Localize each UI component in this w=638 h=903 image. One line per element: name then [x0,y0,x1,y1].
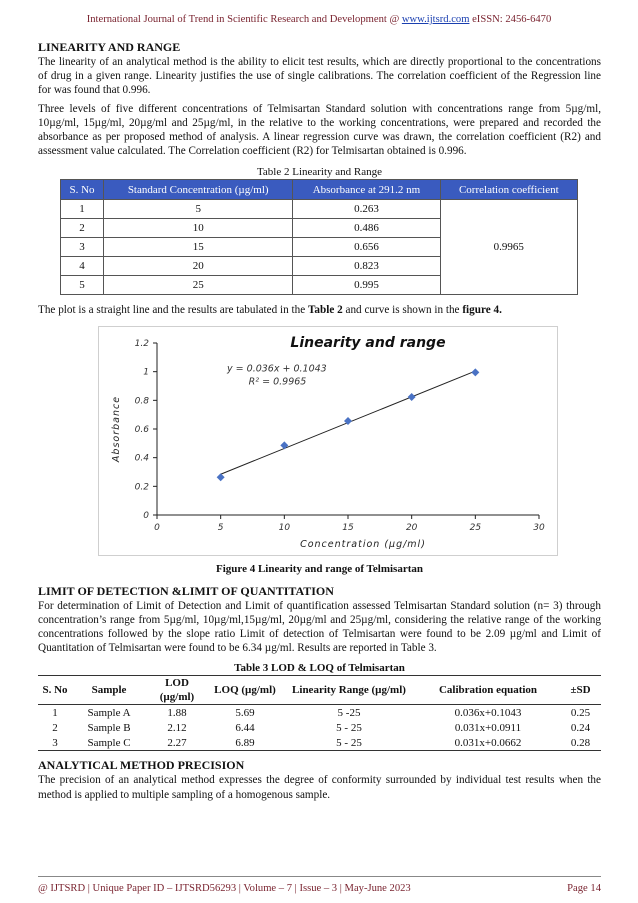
x-tick-label: 25 [469,522,482,533]
table2-cell: 4 [61,257,104,276]
table2-header: S. No [61,180,104,200]
table2-header: Absorbance at 291.2 nm [293,180,440,200]
r-squared-label: R² = 0.9965 [248,376,307,388]
section-heading-precision: ANALYTICAL METHOD PRECISION [38,758,245,773]
table3-cell: Sample B [87,721,131,734]
table3-cell: Sample C [87,736,131,749]
chart-svg [99,327,557,555]
table2-cell: 0.995 [293,276,440,295]
table2-cell: 0.263 [293,200,440,219]
table3-cell: 6.44 [235,721,255,734]
y-tick-label: 0.8 [134,395,149,406]
table3-header: LOQ (µg/ml) [214,684,276,697]
x-tick-label: 0 [154,522,160,533]
x-axis-label: Concentration (µg/ml) [300,538,426,550]
plot-text-mid: and curve is shown in the [342,304,463,317]
section-heading-linearity: LINEARITY AND RANGE [38,40,181,54]
lod-loq-paragraph: For determination of Limit of Detection and Limit of quantification assessed Telmisartan Standard solution (n= 3) through concentration’s range from 5µg/ml, 10µg/ml,15µg/ml, 20µg/ml and 25µg/ml, considering the relative range of the working concentrations followed by the slope ratio Limit of detection of Telmisartan were found to be 2.09 µg/ml and Limit of Quantitation of Telmisartan were found to be 6.34 µg/ml. Results are reported in Table 3. [38,599,601,655]
y-tick-label: 1.2 [134,338,149,349]
table3-cell: 0.24 [570,721,591,734]
x-tick-label: 30 [533,522,545,533]
footer-text: @ IJTSRD | Unique Paper ID – IJTSRD56293 | Volume – 7 | Issue – 3 | May-June 2023 [38,883,411,894]
figure-caption: Figure 4 Linearity and range of Telmisartan [216,562,423,575]
table3-cell: 2.12 [167,721,187,734]
x-tick-label: 10 [278,522,291,533]
table2-cell: 0.823 [293,257,440,276]
table3-header: S. No [42,684,68,697]
correlation-coefficient: 0.9965 [440,200,577,295]
table2-cell: 5 [104,200,293,219]
linearity-paragraph-1: The linearity of an analytical method is the ability to elicit test results, which are directly proportional to the concentrations of drug in a given range. Linearity justifies the use of single calibrations. The correlation coefficient of the Regression line for was found that 0.996. [38,56,601,97]
table3-cell: 5 -25 [337,706,361,719]
table2-cell: 5 [61,276,104,295]
data-point [408,393,416,401]
page-content [38,40,601,802]
journal-issn: eISSN: 2456-6470 [469,14,552,25]
table-row [38,720,601,735]
plot-paragraph [38,303,601,317]
table3-header: Calibration equation [438,684,538,697]
x-tick-label: 20 [405,522,418,533]
table3-cell: 3 [52,736,58,749]
linearity-paragraph-2: Three levels of five different concentrations of Telmisartan Standard solution with concentrations range from 5µg/ml, 10µg/ml, 15µg/ml, 20µg/ml and 25µg/ml, in the relative to the working concentrations, were prepared and recorded the absorbance as per proposed method of analysis. A linear regression curve was drawn, the correlation coefficient (R2) and assessment value calculated. The Correlation coefficient (R2) for Telmisartan obtained is 0.996. [38,102,601,158]
table3-header: Linearity Range (µg/ml) [292,684,406,697]
plot-text-pre: The plot is a straight line and the results are tabulated in the [38,304,308,317]
y-tick-label: 0.6 [134,424,149,435]
page-number: Page 14 [567,883,601,894]
table2-cell: 15 [104,238,293,257]
y-tick-label: 0 [143,510,149,521]
table3-cell: 0.031x+0.0911 [454,721,522,734]
journal-header [0,14,638,25]
table2-cell: 25 [104,276,293,295]
page-footer [38,876,601,894]
chart-title: Linearity and range [290,334,446,351]
data-point [217,473,225,481]
data-point [280,441,288,449]
table3-cell: 6.89 [235,736,255,749]
table3-cell: 0.28 [570,736,591,749]
y-tick-label: 0.4 [134,453,149,464]
table2-cell: 3 [61,238,104,257]
table3-cell: 1 [52,706,58,719]
table2-cell: 10 [104,219,293,238]
table2-cell: 2 [61,219,104,238]
table3-cell: 0.25 [570,706,591,719]
table2-cell: 20 [104,257,293,276]
precision-paragraph: The precision of an analytical method expresses the degree of conformity surrounded by individual test results when the method is applied to multiple sampling of a homogenous sample. [38,774,601,801]
table3-cell: 5.69 [235,706,255,719]
table-row [38,735,601,751]
x-tick-label: 5 [217,522,224,533]
table-row [38,705,601,721]
table3-caption: Table 3 LOD & LOQ of Telmisartan [234,662,405,675]
y-tick-label: 0.2 [134,481,149,492]
table-linearity [60,179,578,295]
table3-cell: 0.031x+0.0662 [454,736,522,749]
table3-header: Sample [91,684,127,697]
table-lod-loq [38,675,601,751]
figure4-ref: figure 4. [462,304,502,317]
journal-title: International Journal of Trend in Scientific Research and Development @ [86,14,402,25]
table2-cell: 1 [61,200,104,219]
table-row [61,200,578,219]
table3-cell: Sample A [87,706,131,719]
table2-ref: Table 2 [307,304,343,317]
table3-cell: 2.27 [167,736,187,749]
table3-cell: 5 - 25 [336,736,362,749]
table2-header: Standard Concentration (µg/ml) [104,180,293,200]
table3-cell: 1.88 [167,706,187,719]
y-tick-label: 1 [143,367,149,378]
section-heading-lod-loq: LIMIT OF DETECTION &LIMIT OF QUANTITATION [38,583,334,598]
table3-cell: 0.036x+0.1043 [454,706,522,719]
table2-caption: Table 2 Linearity and Range [256,166,383,179]
table2-cell: 0.486 [293,219,440,238]
table3-cell: 5 - 25 [336,721,362,734]
x-tick-label: 15 [342,522,354,533]
table2-header: Correlation coefficient [440,180,577,200]
table3-header: LOD (µg/ml) [159,677,195,704]
y-axis-label: Absorbance [111,395,122,462]
table2-cell: 0.656 [293,238,440,257]
table3-cell: 2 [52,721,58,734]
linearity-chart [98,326,558,556]
data-point [471,368,479,376]
journal-link[interactable]: www.ijtsrd.com [401,14,470,25]
table3-header: ±SD [570,684,591,697]
trendline-equation: y = 0.036x + 0.1043 [227,363,327,375]
